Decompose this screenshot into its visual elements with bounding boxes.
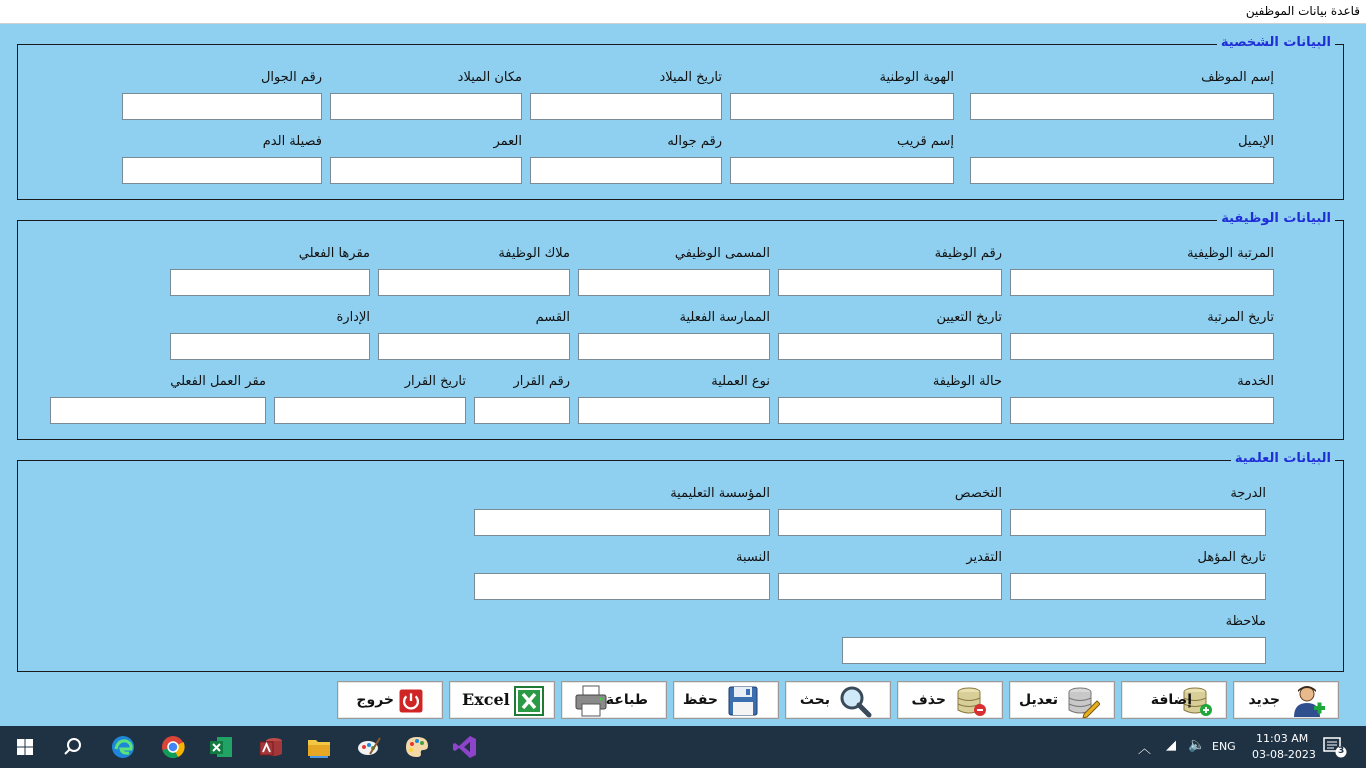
label-operation-type: نوع العملية <box>711 374 770 389</box>
file-explorer-icon[interactable] <box>306 734 332 760</box>
birth-place-field[interactable] <box>330 93 522 120</box>
label-mobile: رقم الجوال <box>260 70 322 85</box>
label-relative-name: إسم قريب <box>896 134 954 149</box>
paint-icon[interactable] <box>356 734 382 760</box>
exit-button[interactable] <box>337 681 443 719</box>
notification-count: 3 <box>1338 746 1345 756</box>
label-relative-mobile: رقم جواله <box>667 134 722 149</box>
job-status-field[interactable] <box>778 397 1002 424</box>
rank-date-field[interactable] <box>1010 333 1274 360</box>
label-percentage: النسبة <box>736 550 770 565</box>
edit-button-label: تعديل <box>1019 692 1058 708</box>
language-indicator[interactable]: ENG <box>1212 740 1236 753</box>
add-button-label: إضافة <box>1150 692 1192 708</box>
qualification-date-field[interactable] <box>1010 573 1266 600</box>
clock-date[interactable]: 03-08-2023 <box>1252 748 1316 761</box>
save-button-label: حفظ <box>682 692 718 708</box>
job-number-field[interactable] <box>778 269 1002 296</box>
academic-data-legend: البيانات العلمية <box>1231 451 1335 466</box>
save-button[interactable] <box>673 681 779 719</box>
label-rank-date: تاريخ المرتبة <box>1207 310 1274 325</box>
section-field[interactable] <box>378 333 570 360</box>
edit-button[interactable] <box>1009 681 1115 719</box>
power-icon <box>398 688 424 714</box>
operation-type-field[interactable] <box>578 397 770 424</box>
search-button[interactable] <box>785 681 891 719</box>
relative-mobile-field[interactable] <box>530 157 722 184</box>
blood-type-field[interactable] <box>122 157 322 184</box>
label-decision-date: تاريخ القرار <box>404 374 466 389</box>
department-field[interactable] <box>170 333 370 360</box>
windows-start-icon[interactable] <box>12 734 38 760</box>
palette-icon[interactable] <box>404 734 430 760</box>
specialization-field[interactable] <box>778 509 1002 536</box>
label-qualification-date: تاريخ المؤهل <box>1197 550 1266 565</box>
actual-hq-field[interactable] <box>170 269 370 296</box>
floppy-disk-icon <box>726 684 760 718</box>
delete-button[interactable] <box>897 681 1003 719</box>
job-title-field[interactable] <box>578 269 770 296</box>
email-field[interactable] <box>970 157 1274 184</box>
window-title: قاعدة بيانات الموظفين <box>1245 4 1360 18</box>
label-department: الإدارة <box>336 310 370 325</box>
excel-button-label: Excel <box>462 690 510 709</box>
label-job-number: رقم الوظيفة <box>934 246 1002 261</box>
print-button-label: طباعة <box>605 692 648 708</box>
label-grade: التقدير <box>966 550 1002 565</box>
actual-practice-field[interactable] <box>578 333 770 360</box>
actual-workplace-field[interactable] <box>50 397 266 424</box>
employee-name-field[interactable] <box>970 93 1274 120</box>
label-birth-place: مكان الميلاد <box>457 70 522 85</box>
label-section: القسم <box>535 310 570 325</box>
label-degree: الدرجة <box>1230 486 1266 501</box>
label-national-id: الهوية الوطنية <box>879 70 954 85</box>
label-job-status: حالة الوظيفة <box>932 374 1002 389</box>
label-blood-type: فصيلة الدم <box>262 134 322 149</box>
title-bar <box>0 0 1366 24</box>
relative-name-field[interactable] <box>730 157 954 184</box>
label-birth-date: تاريخ الميلاد <box>659 70 722 85</box>
taskbar <box>0 726 1366 768</box>
edge-icon[interactable] <box>110 734 136 760</box>
network-icon[interactable]: ◢ <box>1166 738 1176 753</box>
search-button-label: بحث <box>799 692 830 708</box>
label-hire-date: تاريخ التعيين <box>936 310 1002 325</box>
volume-icon[interactable]: 🔈 <box>1188 737 1206 753</box>
institution-field[interactable] <box>474 509 770 536</box>
label-actual-hq: مقرها الفعلي <box>298 246 370 261</box>
service-field[interactable] <box>1010 397 1274 424</box>
delete-button-label: حذف <box>911 692 946 708</box>
access-icon[interactable] <box>258 734 284 760</box>
label-specialization: التخصص <box>954 486 1002 501</box>
label-job-title: المسمى الوظيفي <box>674 246 770 261</box>
excel-button[interactable] <box>449 681 555 719</box>
visual-studio-icon[interactable] <box>452 734 478 760</box>
database-delete-icon <box>954 684 988 718</box>
national-id-field[interactable] <box>730 93 954 120</box>
chrome-icon[interactable] <box>160 734 186 760</box>
decision-number-field[interactable] <box>474 397 570 424</box>
age-field[interactable] <box>330 157 522 184</box>
printer-icon <box>574 684 608 718</box>
note-field[interactable] <box>842 637 1266 664</box>
search-icon[interactable] <box>60 734 86 760</box>
clock-time[interactable]: 11:03 AM <box>1256 732 1309 745</box>
excel-taskbar-icon[interactable] <box>208 734 234 760</box>
decision-date-field[interactable] <box>274 397 466 424</box>
add-button[interactable] <box>1121 681 1227 719</box>
degree-field[interactable] <box>1010 509 1266 536</box>
label-decision-number: رقم القرار <box>513 374 570 389</box>
label-service: الخدمة <box>1237 374 1274 389</box>
label-actual-workplace: مقر العمل الفعلي <box>170 374 266 389</box>
label-actual-practice: الممارسة الفعلية <box>679 310 770 325</box>
excel-icon <box>512 684 546 718</box>
personal-data-legend: البيانات الشخصية <box>1217 35 1335 50</box>
birth-date-field[interactable] <box>530 93 722 120</box>
magnifier-icon <box>838 684 872 718</box>
mobile-field[interactable] <box>122 93 322 120</box>
hire-date-field[interactable] <box>778 333 1002 360</box>
label-email: الإيميل <box>1238 134 1274 149</box>
label-institution: المؤسسة التعليمية <box>670 486 770 501</box>
database-edit-icon <box>1066 684 1100 718</box>
print-button[interactable] <box>561 681 667 719</box>
exit-button-label: خروج <box>356 692 394 708</box>
label-note: ملاحظة <box>1225 614 1266 629</box>
label-rank: المرتبة الوظيفية <box>1187 246 1274 261</box>
new-button[interactable] <box>1233 681 1339 719</box>
job-data-legend: البيانات الوظيفية <box>1217 211 1335 226</box>
label-job-owner: ملاك الوظيفة <box>498 246 570 261</box>
percentage-field[interactable] <box>474 573 770 600</box>
grade-field[interactable] <box>778 573 1002 600</box>
job-owner-field[interactable] <box>378 269 570 296</box>
notifications-button[interactable] <box>1322 736 1348 758</box>
new-button-label: جديد <box>1248 692 1280 708</box>
label-age: العمر <box>493 134 522 149</box>
label-employee-name: إسم الموظف <box>1201 70 1274 85</box>
tray-overflow-icon[interactable]: ︿ <box>1138 742 1152 757</box>
rank-field[interactable] <box>1010 269 1274 296</box>
add-user-icon <box>1292 684 1326 718</box>
